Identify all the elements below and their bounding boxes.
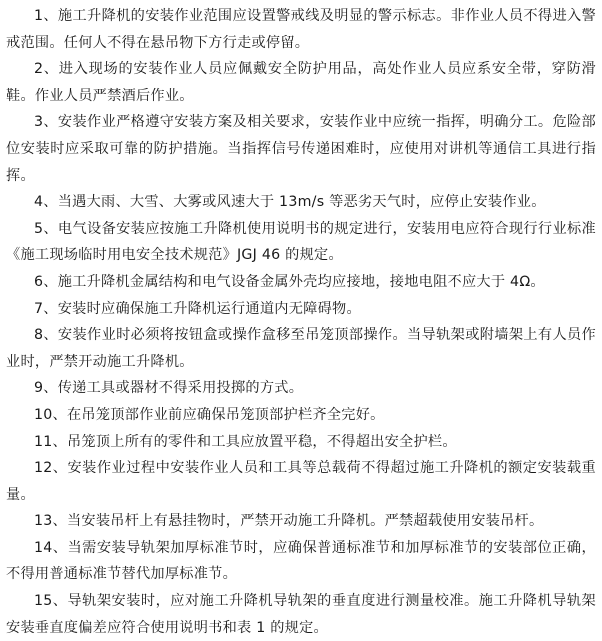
paragraph-11: 11、吊笼顶上所有的零件和工具应放置平稳，不得超出安全护栏。 [34,433,457,450]
paragraph-9: 9、传递工具或器材不得采用投掷的方式。 [34,380,304,397]
paragraph-5: 5、电气设备安装应按施工升降机使用说明书的规定进行，安装用电应符合现行行业标准《施工现场临时用电安全技术规范》JGJ 46 的规定。 [6,220,596,264]
paragraph-1: 1、施工升降机的安装作业范围应设置警戒线及明显的警示标志。非作业人员不得进入警戒范围。任何人不得在悬吊物下方行走或停留。 [6,8,596,51]
paragraph-15: 15、导轨架安装时，应对施工升降机导轨架的垂直度进行测量校准。施工升降机导轨架安装垂直度偏差应符合使用说明书和表 1 的规定。 [6,593,596,636]
paragraph-3: 3、安装作业严格遵守安装方案及相关要求，安装作业中应统一指挥，明确分工。危险部位安装时应采取可靠的防护措施。当指挥信号传递困难时，应使用对讲机等通信工具进行指挥。 [6,114,596,184]
paragraph-6: 6、施工升降机金属结构和电气设备金属外壳均应接地，接地电阻不应大于 4Ω。 [34,273,545,290]
paragraph-2: 2、进入现场的安装作业人员应佩戴安全防护用品，高处作业人员应系安全带，穿防滑鞋。作业人员严禁酒后作业。 [6,61,596,104]
paragraph-12: 12、安装作业过程中安装作业人员和工具等总载荷不得超过施工升降机的额定安装载重量。 [6,460,596,503]
paragraph-13: 13、当安装吊杆上有悬挂物时，严禁开动施工升降机。严禁超载使用安装吊杆。 [34,513,544,530]
paragraph-10: 10、在吊笼顶部作业前应确保吊笼顶部护栏齐全完好。 [34,406,385,423]
paragraph-8: 8、安装作业时必须将按钮盒或操作盒移至吊笼顶部操作。当导轨架或附墙架上有人员作业时，严禁开动施工升降机。 [6,327,596,370]
paragraph-7: 7、安装时应确保施工升降机运行通道内无障碍物。 [34,300,361,317]
paragraph-4: 4、当遇大雨、大雪、大雾或风速大于 13m/s 等恶劣天气时，应停止安装作业。 [34,194,546,211]
paragraph-14: 14、当需安装导轨架加厚标准节时，应确保普通标准节和加厚标准节的安装部位正确，不得用普通标准节替代加厚标准节。 [6,539,596,583]
